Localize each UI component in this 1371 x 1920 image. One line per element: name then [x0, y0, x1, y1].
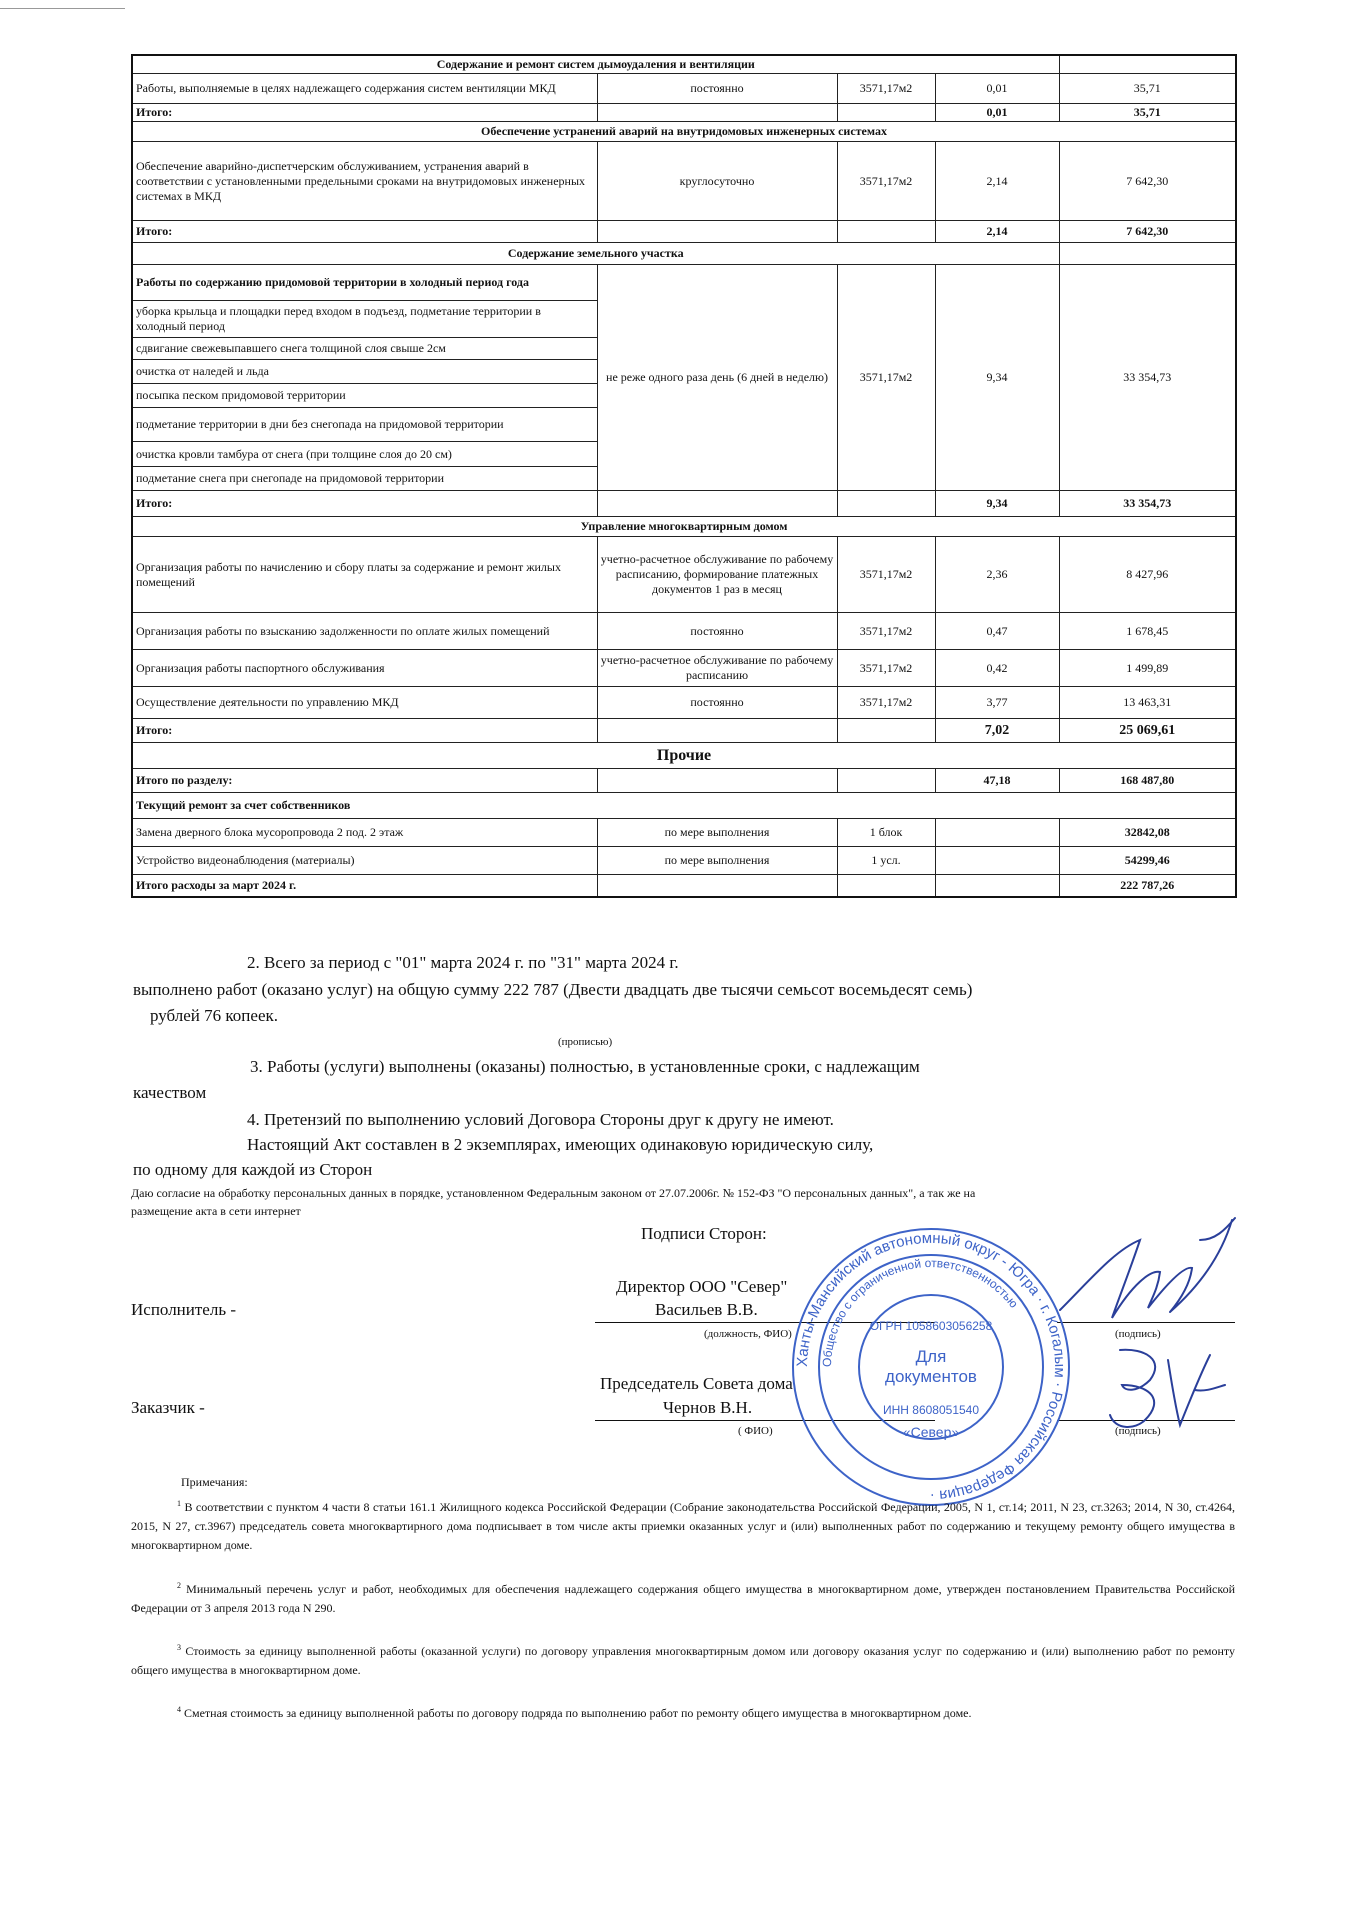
work-period: круглосуточно [597, 142, 837, 221]
table-row [132, 74, 1236, 104]
note-text: Сметная стоимость за единицу выполненной работы по договору подряда по выполнению работ по ремонту общего имущества в многоквартирном доме. [184, 1706, 972, 1720]
total-row [132, 221, 1236, 243]
para-2-amount: выполнено работ (оказано услуг) на общую сумму 222 787 (Двести двадцать две тысячи семьсот восемьдесят семь) [133, 980, 973, 999]
section-title: Текущий ремонт за счет собственников [132, 793, 1236, 819]
stamp-name: «Север» [902, 1424, 960, 1440]
top-scan-line [0, 8, 125, 9]
repair-period: по мере выполнения [597, 819, 837, 847]
total-label: Итого расходы за март 2024 г. [132, 875, 597, 897]
section-title: Содержание земельного участка [132, 243, 1059, 265]
customer-name: Чернов В.Н. [663, 1398, 753, 1417]
executor-name: Васильев В.В. [655, 1300, 758, 1319]
note-1 [131, 1498, 1235, 1556]
total-row [132, 875, 1236, 897]
section-header-other [132, 743, 1236, 769]
work-name: Осуществление деятельности по управлению МКД [132, 687, 597, 719]
table-row [132, 847, 1236, 875]
total-label: Итого: [132, 719, 597, 743]
total-rate: 2,14 [935, 221, 1059, 243]
land-sum: 33 354,73 [1059, 265, 1236, 491]
para-3-end: качеством [133, 1083, 207, 1102]
work-period: постоянно [597, 687, 837, 719]
note-text: Минимальный перечень услуг и работ, необходимых для обеспечения надлежащего содержания общего имущества в многоквартирном доме, утвержден постановлением Правительства Российской Федерации от 3 апреля 2013 года N 290. [131, 1582, 1235, 1616]
land-item: очистка кровли тамбура от снега (при толщине слоя до 20 см) [132, 442, 597, 467]
para-3: 3. Работы (услуги) выполнены (оказаны) полностью, в установленные сроки, с надлежащим [250, 1057, 920, 1076]
total-sum: 33 354,73 [1059, 491, 1236, 517]
executor-title: Директор ООО "Север" [616, 1277, 788, 1296]
work-sum: 35,71 [1059, 74, 1236, 104]
total-label: Итого: [132, 104, 597, 122]
note-marker: 1 [177, 1499, 181, 1508]
total-rate: 9,34 [935, 491, 1059, 517]
work-area: 3571,17м2 [837, 537, 935, 613]
work-rate: 0,01 [935, 74, 1059, 104]
table-row [132, 613, 1236, 650]
table-row [132, 687, 1236, 719]
work-sum: 13 463,31 [1059, 687, 1236, 719]
note-marker: 4 [177, 1705, 181, 1714]
stamp-center-1: Для [915, 1347, 947, 1366]
total-sum: 168 487,80 [1059, 769, 1236, 793]
work-period: учетно-расчетное обслуживание по рабочему расписанию [597, 650, 837, 687]
repair-sum: 32842,08 [1059, 819, 1236, 847]
executor-caption: (должность, ФИО) [704, 1328, 792, 1340]
work-name: Организация работы по взысканию задолженности по оплате жилых помещений [132, 613, 597, 650]
stamp-inn: ИНН 8608051540 [882, 1403, 980, 1417]
section-header-management [132, 517, 1236, 537]
stamp-center-2: документов [885, 1367, 977, 1386]
work-sum: 7 642,30 [1059, 142, 1236, 221]
customer-label: Заказчик - [131, 1398, 205, 1417]
work-name: Работы, выполняемые в целях надлежащего содержания систем вентиляции МКД [132, 74, 597, 104]
repair-name: Замена дверного блока мусоропровода 2 под. 2 этаж [132, 819, 597, 847]
repair-period: по мере выполнения [597, 847, 837, 875]
section-header-emergency [132, 122, 1236, 142]
section-title: Содержание и ремонт систем дымоудаления и вентиляции [132, 55, 1059, 74]
work-rate: 3,77 [935, 687, 1059, 719]
land-item: посыпка песком придомовой территории [132, 384, 597, 408]
table-row [132, 819, 1236, 847]
para-4: 4. Претензий по выполнению условий Договора Стороны друг к другу не имеют. [247, 1110, 834, 1129]
work-period: постоянно [597, 74, 837, 104]
para-2-period: 2. Всего за период с "01" марта 2024 г. по "31" марта 2024 г. [247, 953, 679, 972]
total-row [132, 104, 1236, 122]
propisyu-caption: (прописью) [558, 1036, 613, 1048]
work-area: 3571,17м2 [837, 142, 935, 221]
work-sum: 1 678,45 [1059, 613, 1236, 650]
para-5: Настоящий Акт составлен в 2 экземплярах, имеющих одинаковую юридическую силу, [247, 1135, 874, 1154]
customer-signature [1090, 1330, 1240, 1440]
note-marker: 2 [177, 1581, 181, 1590]
work-rate: 0,47 [935, 613, 1059, 650]
total-sum: 35,71 [1059, 104, 1236, 122]
total-row [132, 491, 1236, 517]
work-area: 3571,17м2 [837, 74, 935, 104]
total-row [132, 769, 1236, 793]
section-title: Обеспечение устранений аварий на внутридомовых инженерных системах [132, 122, 1236, 142]
land-item: очистка от наледей и льда [132, 360, 597, 384]
note-3 [131, 1642, 1235, 1680]
total-rate: 0,01 [935, 104, 1059, 122]
section-header-smoke [132, 55, 1236, 74]
act-table [131, 54, 1237, 898]
executor-label: Исполнитель - [131, 1300, 236, 1319]
total-label: Итого по разделу: [132, 769, 597, 793]
work-sum: 1 499,89 [1059, 650, 1236, 687]
stamp-ring-text: Ханты-Мансийский автономный округ - Югра · г. Когалым · Российская Федерация · [793, 1229, 1069, 1505]
repair-name: Устройство видеонаблюдения (материалы) [132, 847, 597, 875]
total-label: Итого: [132, 221, 597, 243]
land-area: 3571,17м2 [837, 265, 935, 491]
work-area: 3571,17м2 [837, 650, 935, 687]
table-row [132, 142, 1236, 221]
section-header-repair [132, 793, 1236, 819]
land-item: подметание территории в дни без снегопада на придомовой территории [132, 408, 597, 442]
work-name: Организация работы по начислению и сбору платы за содержание и ремонт жилых помещений [132, 537, 597, 613]
total-rate: 47,18 [935, 769, 1059, 793]
work-period: постоянно [597, 613, 837, 650]
consent-text-2: размещение акта в сети интернет [131, 1204, 301, 1218]
stamp-inner-text: Общество с ограниченной ответственностью [819, 1255, 1022, 1368]
customer-title: Председатель Совета дома [600, 1374, 793, 1393]
customer-caption: ( ФИО) [738, 1425, 773, 1437]
work-rate: 2,14 [935, 142, 1059, 221]
consent-text: Даю согласие на обработку персональных данных в порядке, установленном Федеральным законом от 27.07.2006г. № 152-ФЗ "О персональных данных", а так же на [131, 1186, 976, 1200]
customer-sign-caption: (подпись) [1115, 1425, 1161, 1437]
section-title: Прочие [132, 743, 1236, 769]
total-sum: 222 787,26 [1059, 875, 1236, 897]
note-2 [131, 1580, 1235, 1618]
table-row [132, 537, 1236, 613]
land-item: уборка крыльца и площадки перед входом в подъезд, подметание территории в холодный период [132, 301, 597, 338]
land-rate: 9,34 [935, 265, 1059, 491]
repair-qty: 1 блок [837, 819, 935, 847]
section-header-land [132, 243, 1236, 265]
note-text: Стоимость за единицу выполненной работы (оказанной услуги) по договору управления многоквартирным домом или договору оказания услуг по содержанию и (или) выполнению работ по ремонту общего имущества в многоквартирном доме. [131, 1644, 1235, 1678]
note-4 [131, 1704, 1235, 1723]
executor-sign-caption: (подпись) [1115, 1328, 1161, 1340]
table-row [132, 265, 1236, 301]
note-marker: 3 [177, 1643, 181, 1652]
note-text: В соответствии с пунктом 4 части 8 статьи 161.1 Жилищного кодекса Российской Федерации (Собрание законодательства Российской Федерации, 2005, N 1, ст.14; 2011, N 23, ст.3263; 2014, N 30, ст.4264, 2015, N 27, ст.3967) председатель совета многоквартирного дома подписывает в том числе акты приемки оказанных услуг и (или) выполненных работ по содержанию и текущему ремонту общего имущества в многоквартирном доме. [131, 1500, 1236, 1553]
total-row [132, 719, 1236, 743]
land-item: подметание снега при снегопаде на придомовой территории [132, 467, 597, 491]
total-rate: 7,02 [935, 719, 1059, 743]
work-sum: 8 427,96 [1059, 537, 1236, 613]
work-period: учетно-расчетное обслуживание по рабочему расписанию, формирование платежных документов 1 раз в месяц [597, 537, 837, 613]
repair-sum: 54299,46 [1059, 847, 1236, 875]
para-5-end: по одному для каждой из Сторон [133, 1160, 373, 1179]
repair-qty: 1 усл. [837, 847, 935, 875]
total-sum: 25 069,61 [1059, 719, 1236, 743]
notes-heading: Примечания: [181, 1475, 248, 1489]
land-item: Работы по содержанию придомовой территории в холодный период года [132, 265, 597, 301]
total-label: Итого: [132, 491, 597, 517]
stamp-ogrn: ОГРН 1058603056258 [869, 1319, 993, 1333]
para-2-kopecks: рублей 76 копеек. [150, 1006, 278, 1025]
section-title: Управление многоквартирным домом [132, 517, 1236, 537]
work-name: Обеспечение аварийно-диспетчерским обслуживанием, устранения аварий в соответствии с установленными предельными сроками на внутридомовых инженерных системах в МКД [132, 142, 597, 221]
work-rate: 0,42 [935, 650, 1059, 687]
table-row [132, 650, 1236, 687]
land-period: не реже одного раза день (6 дней в неделю) [597, 265, 837, 491]
work-area: 3571,17м2 [837, 687, 935, 719]
executor-signature [1020, 1200, 1250, 1330]
work-name: Организация работы паспортного обслуживания [132, 650, 597, 687]
land-item: сдвигание свежевыпавшего снега толщиной слоя свыше 2см [132, 338, 597, 360]
work-area: 3571,17м2 [837, 613, 935, 650]
total-sum: 7 642,30 [1059, 221, 1236, 243]
work-rate: 2,36 [935, 537, 1059, 613]
signatures-heading: Подписи Сторон: [641, 1224, 767, 1243]
